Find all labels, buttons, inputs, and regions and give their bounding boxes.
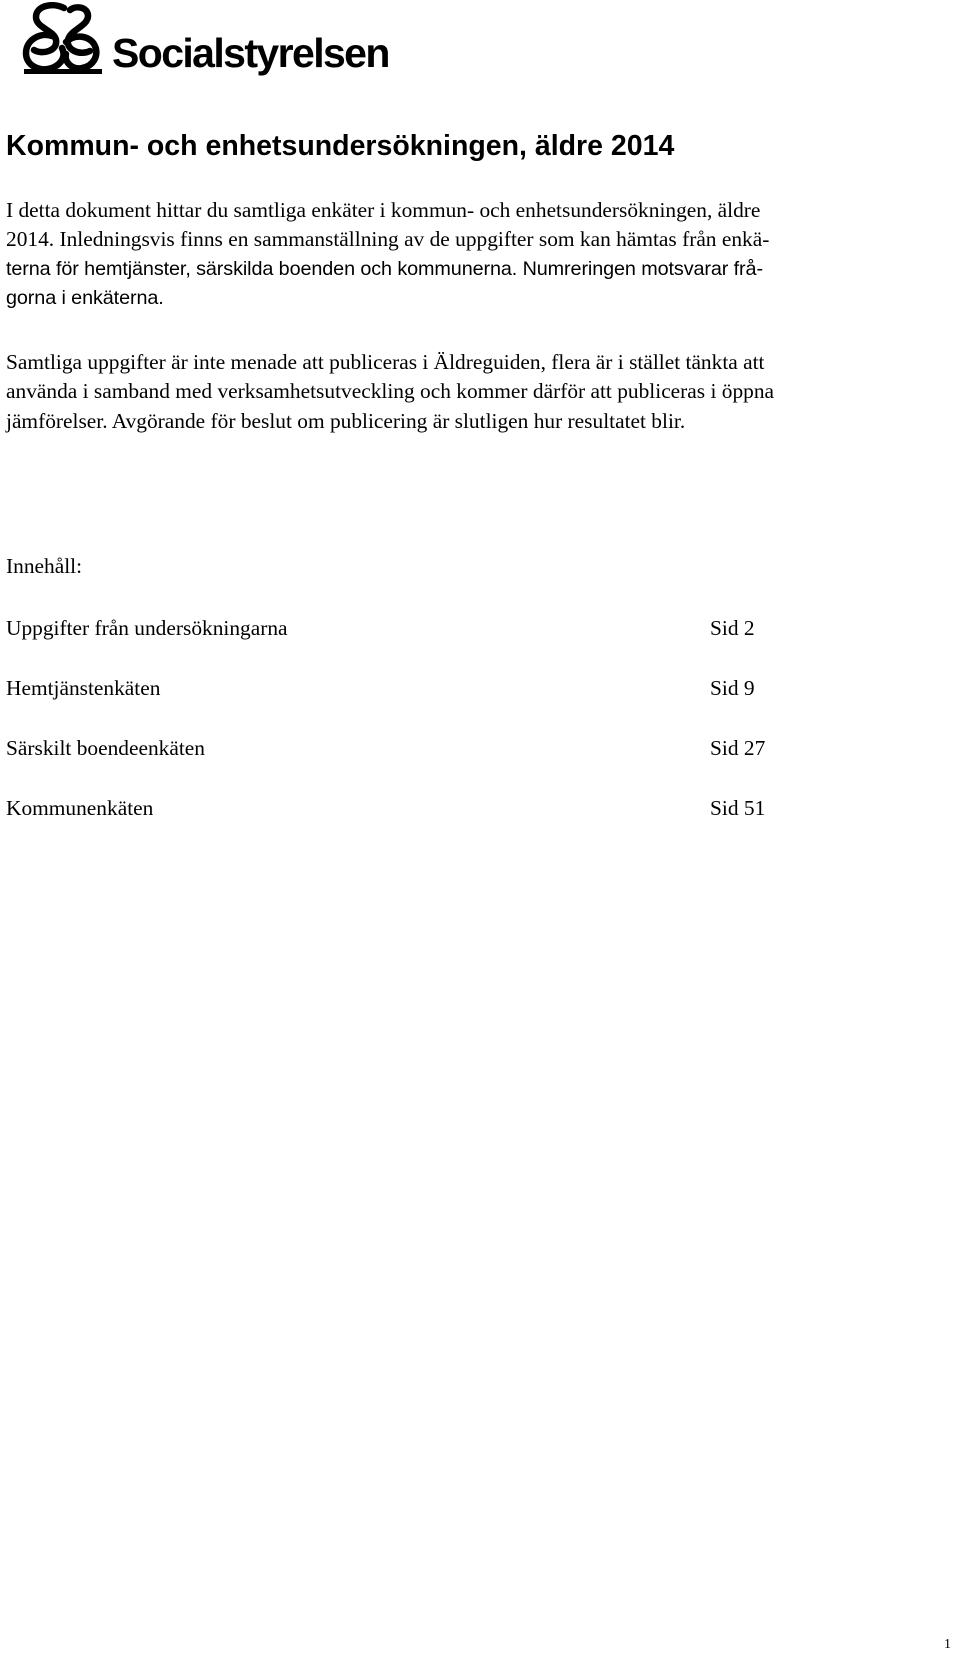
note-line: Samtliga uppgifter är inte menade att publiceras i Äldreguiden, flera är i stället tänkta att bbox=[6, 350, 765, 374]
toc-entry-page: Sid 27 bbox=[710, 736, 766, 760]
toc-entry-page: Sid 2 bbox=[710, 616, 755, 640]
toc-entry-label: Kommunenkäten bbox=[6, 796, 154, 820]
toc-entry-label: Uppgifter från undersökningarna bbox=[6, 616, 288, 640]
toc-entry-page: Sid 51 bbox=[710, 796, 766, 820]
socialstyrelsen-emblem-icon bbox=[22, 2, 104, 76]
intro-line: I detta dokument hittar du samtliga enkäter i kommun- och enhetsundersökningen, äldre bbox=[6, 198, 761, 222]
contents-heading: Innehåll: bbox=[6, 554, 83, 578]
intro-line: gorna i enkäterna. bbox=[6, 286, 164, 309]
intro-line: 2014. Inledningsvis finns en sammanställning av de uppgifter som kan hämtas från enkä- bbox=[6, 227, 770, 252]
note-line: jämförelser. Avgörande för beslut om publicering är slutligen hur resultatet blir. bbox=[6, 408, 686, 433]
toc-entry bbox=[6, 678, 806, 738]
table-of-contents bbox=[6, 618, 806, 858]
toc-entry-page: Sid 9 bbox=[710, 676, 755, 700]
toc-entry-label: Särskilt boendeenkäten bbox=[6, 736, 205, 760]
page-number: 1 bbox=[944, 1637, 951, 1652]
logo-wordmark: Socialstyrelsen bbox=[112, 30, 389, 76]
intro-line: terna för hemtjänster, särskilda boenden och kommunerna. Numreringen motsvarar frå- bbox=[6, 257, 763, 280]
toc-entry-label: Hemtjänstenkäten bbox=[6, 676, 161, 700]
intro-paragraph bbox=[6, 196, 926, 313]
publication-note-paragraph bbox=[6, 348, 946, 436]
logo bbox=[22, 2, 389, 76]
note-line: använda i samband med verksamhetsutveckling och kommer därför att publiceras i öppna bbox=[6, 379, 775, 404]
toc-entry bbox=[6, 618, 806, 678]
toc-entry bbox=[6, 738, 806, 798]
document-title: Kommun- och enhetsundersökningen, äldre 2014 bbox=[6, 130, 675, 162]
toc-entry bbox=[6, 798, 806, 858]
